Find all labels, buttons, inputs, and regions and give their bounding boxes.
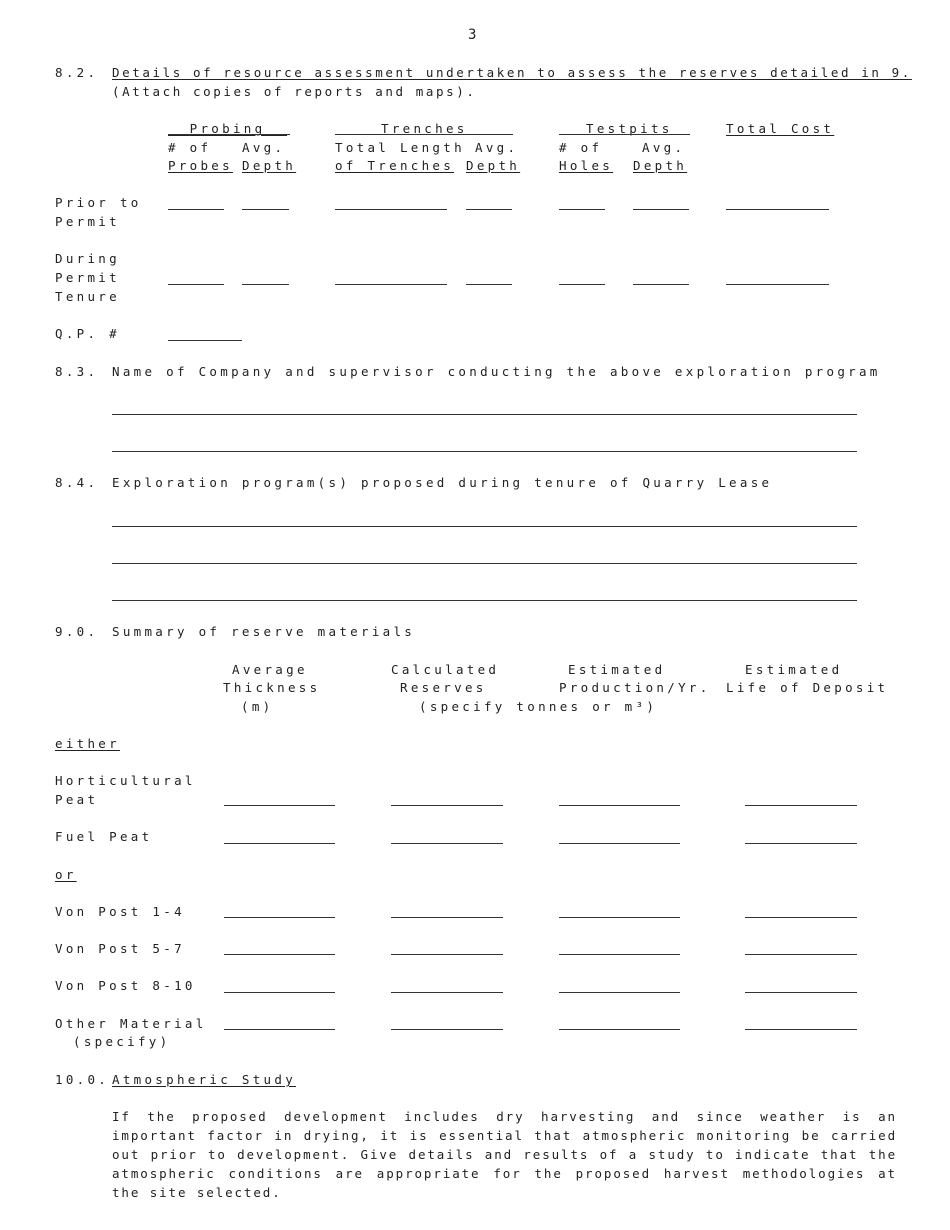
during-probe-depth-field[interactable] — [242, 284, 289, 285]
col-holes-2: Holes — [559, 158, 614, 173]
vp57-thickness-field[interactable] — [224, 954, 335, 955]
group-testpits: Testpits — [586, 121, 673, 136]
row-prior-label-2: Permit — [55, 214, 120, 229]
col-hole-depth-1: Avg. — [642, 140, 686, 155]
fuel-production-field[interactable] — [559, 843, 680, 844]
during-holes-field[interactable] — [559, 284, 605, 285]
page-number: 3 — [468, 27, 477, 43]
section-9-number: 9.0. — [55, 624, 99, 639]
other-production-field[interactable] — [559, 1029, 680, 1030]
row-fuel-peat: Fuel Peat — [55, 829, 153, 844]
vp810-life-field[interactable] — [745, 992, 857, 993]
atmospheric-study-paragraph: If the proposed development includes dry harvesting and since weather is an important factor in drying, it is essential that atmospheric monitoring be carried out prior to development. Give details and results of a study to indicate that the atmospheric conditions are appropriate for the proposed harvest methodologies at the site selected. — [112, 1109, 897, 1200]
during-trench-depth-field[interactable] — [466, 284, 512, 285]
company-field-line-1[interactable] — [112, 414, 857, 415]
col-holes-1: # of — [559, 140, 603, 155]
col-probe-depth-2: Depth — [242, 158, 297, 173]
vp810-thickness-field[interactable] — [224, 992, 335, 993]
section-8-2-number: 8.2. — [55, 65, 99, 80]
probing-rule — [168, 134, 290, 135]
other-thickness-field[interactable] — [224, 1029, 335, 1030]
row-prior-label-1: Prior to — [55, 195, 142, 210]
row-horticultural-2: Peat — [55, 792, 99, 807]
row-other-material-2: (specify) — [73, 1034, 171, 1049]
vp57-reserves-field[interactable] — [391, 954, 503, 955]
prior-holes-field[interactable] — [559, 209, 605, 210]
header-life-2: Life of Deposit — [726, 680, 889, 695]
row-von-post-5-7: Von Post 5-7 — [55, 941, 185, 956]
header-life-1: Estimated — [745, 662, 843, 677]
company-field-line-2[interactable] — [112, 451, 857, 452]
col-trench-depth-2: Depth — [466, 158, 521, 173]
testpits-rule — [559, 134, 690, 135]
group-trenches: Trenches — [381, 121, 468, 136]
during-total-cost-field[interactable] — [726, 284, 829, 285]
header-thickness-2: Thickness — [223, 680, 321, 695]
section-9-title: Summary of reserve materials — [112, 624, 416, 639]
qp-label: Q.P. # — [55, 326, 120, 341]
row-during-label-2: Permit — [55, 270, 120, 285]
col-trench-length-1: Total Length — [335, 140, 465, 155]
header-thickness-3: (m) — [241, 699, 274, 714]
prior-trench-length-field[interactable] — [335, 209, 447, 210]
either-label: either — [55, 736, 120, 751]
vp14-production-field[interactable] — [559, 917, 680, 918]
row-other-material-1: Other Material — [55, 1016, 207, 1031]
row-horticultural-1: Horticultural — [55, 773, 196, 788]
prior-probe-depth-field[interactable] — [242, 209, 289, 210]
prior-total-cost-field[interactable] — [726, 209, 829, 210]
section-8-3-title: Name of Company and supervisor conducting the above exploration program — [112, 364, 881, 379]
row-during-label-3: Tenure — [55, 289, 120, 304]
exploration-field-line-2[interactable] — [112, 563, 857, 564]
hort-production-field[interactable] — [559, 805, 680, 806]
group-total-cost: Total Cost — [726, 121, 835, 136]
prior-trench-depth-field[interactable] — [466, 209, 512, 210]
hort-reserves-field[interactable] — [391, 805, 503, 806]
col-probe-depth-1: Avg. — [242, 140, 286, 155]
section-8-2-subtitle: (Attach copies of reports and maps). — [112, 84, 477, 99]
header-calculated-2: Reserves — [400, 680, 487, 695]
col-trench-depth-1: Avg. — [475, 140, 519, 155]
vp810-production-field[interactable] — [559, 992, 680, 993]
section-8-2-title: Details of resource assessment undertaken to assess the reserves detailed in 9. — [112, 65, 912, 80]
header-production-2: Production/Yr. — [559, 680, 711, 695]
header-specify-units: (specify tonnes or m³) — [419, 699, 658, 714]
fuel-thickness-field[interactable] — [224, 843, 335, 844]
row-during-label-1: During — [55, 251, 120, 266]
prior-hole-depth-field[interactable] — [633, 209, 689, 210]
prior-probes-field[interactable] — [168, 209, 224, 210]
section-8-4-number: 8.4. — [55, 475, 99, 490]
hort-life-field[interactable] — [745, 805, 857, 806]
or-label: or — [55, 867, 77, 882]
vp14-thickness-field[interactable] — [224, 917, 335, 918]
hort-thickness-field[interactable] — [224, 805, 335, 806]
other-life-field[interactable] — [745, 1029, 857, 1030]
exploration-field-line-3[interactable] — [112, 600, 857, 601]
col-probes-1: # of — [168, 140, 212, 155]
fuel-life-field[interactable] — [745, 843, 857, 844]
header-calculated-1: Calculated — [391, 662, 500, 677]
vp14-reserves-field[interactable] — [391, 917, 503, 918]
col-probes-2: Probes — [168, 158, 233, 173]
during-probes-field[interactable] — [168, 284, 224, 285]
section-10-number: 10.0. — [55, 1072, 110, 1087]
col-trench-length-2: of Trenches — [335, 158, 455, 173]
section-8-3-number: 8.3. — [55, 364, 99, 379]
trenches-rule — [335, 134, 513, 135]
group-probing: Probing — [189, 121, 266, 136]
vp57-life-field[interactable] — [745, 954, 857, 955]
fuel-reserves-field[interactable] — [391, 843, 503, 844]
header-production-1: Estimated — [568, 662, 666, 677]
row-von-post-8-10: Von Post 8-10 — [55, 978, 196, 993]
vp14-life-field[interactable] — [745, 917, 857, 918]
vp810-reserves-field[interactable] — [391, 992, 503, 993]
section-10-title: Atmospheric Study — [112, 1072, 297, 1087]
during-hole-depth-field[interactable] — [633, 284, 689, 285]
header-thickness-1: Average — [232, 662, 308, 677]
exploration-field-line-1[interactable] — [112, 526, 857, 527]
row-von-post-1-4: Von Post 1-4 — [55, 904, 185, 919]
col-hole-depth-2: Depth — [633, 158, 688, 173]
vp57-production-field[interactable] — [559, 954, 680, 955]
other-reserves-field[interactable] — [391, 1029, 503, 1030]
during-trench-length-field[interactable] — [335, 284, 447, 285]
qp-field[interactable] — [168, 340, 242, 341]
section-8-4-title: Exploration program(s) proposed during tenure of Quarry Lease — [112, 475, 773, 490]
